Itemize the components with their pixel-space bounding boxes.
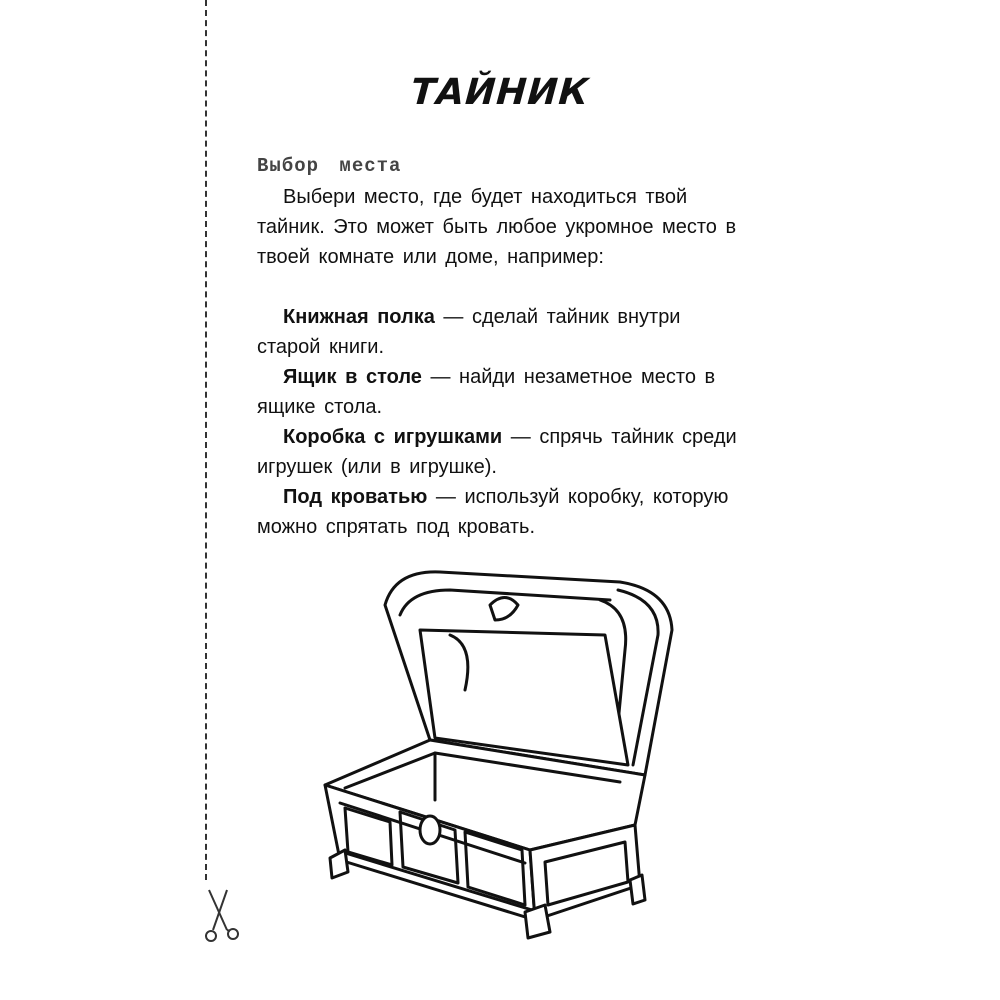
item-dash: — xyxy=(421,366,460,388)
list-item xyxy=(257,362,747,422)
cut-line xyxy=(205,0,207,880)
section-subheading: Выбор места xyxy=(257,155,402,177)
scissors-icon xyxy=(197,888,247,948)
item-text: сделай тайник внутри старой книги. xyxy=(257,306,681,358)
item-term: Под кроватью xyxy=(283,486,428,508)
content xyxy=(257,150,747,542)
item-term: Книжная полка xyxy=(283,306,435,328)
item-dash: — xyxy=(502,426,540,448)
list-item xyxy=(257,482,747,542)
item-text: спрячь тайник среди игрушек (или в игрушке). xyxy=(257,426,737,478)
item-term: Коробка с игрушками xyxy=(283,426,503,448)
item-text: найди незаметное место в ящике стола. xyxy=(257,366,716,418)
item-dash: — xyxy=(434,306,472,328)
list-item xyxy=(257,302,747,362)
item-dash: — xyxy=(427,486,465,508)
list-item xyxy=(257,422,747,482)
intro-paragraph: Выбери место, где будет находиться твой тайник. Это может быть любое укромное место в твоей комнате или доме, например: xyxy=(257,186,737,268)
item-term: Ящик в столе xyxy=(283,366,422,388)
treasure-chest-icon xyxy=(300,560,700,950)
item-text: используй коробку, которую можно спрятать под кровать. xyxy=(257,486,729,538)
page-title: ТАЙНИК xyxy=(409,72,591,113)
